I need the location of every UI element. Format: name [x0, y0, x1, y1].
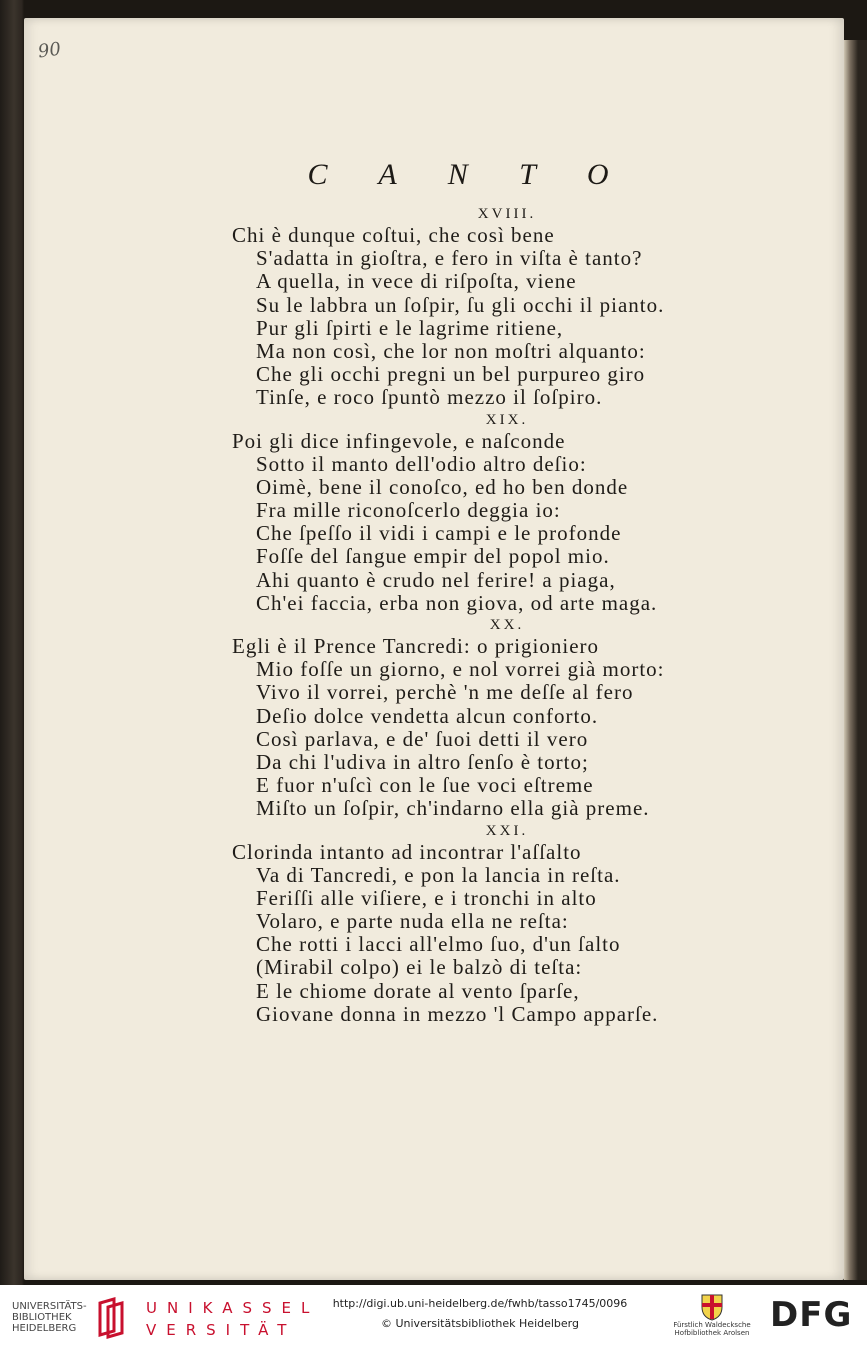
verse-line: Ahi quanto è crudo nel ferire! a piaga, [256, 567, 616, 592]
stanza-number: XIX. [485, 411, 529, 428]
verse-line: Su le labbra un ſoſpir, ſu gli occhi il pianto. [256, 292, 665, 317]
dfg-logo[interactable]: DFG [770, 1295, 853, 1335]
verse-line: Ma non così, che lor non moſtri alquanto: [256, 338, 646, 363]
verse-line: Che rotti i lacci all'elmo ſuo, d'un ſalto [256, 932, 621, 957]
permalink-url[interactable]: http://digi.ub.uni-heidelberg.de/fwhb/tasso1745/0096 [332, 1297, 628, 1310]
verse-line: Oimè, bene il conoſco, ed ho ben donde [256, 474, 629, 499]
book-page [24, 18, 844, 1280]
kassel-line1: UNIKASSEL [146, 1299, 320, 1317]
verse-line: Pur gli ſpirti e le lagrime ritiene, [256, 315, 564, 340]
handwritten-page-number: 90 [36, 38, 63, 63]
heidelberg-logo-icon[interactable] [96, 1295, 126, 1339]
verse-line: Mio foſſe un giorno, e nol vorrei già morto: [256, 657, 665, 682]
page-edge [844, 40, 867, 1280]
arolsen-logo-text[interactable] [662, 1321, 762, 1337]
verse-line: Clorinda intanto ad incontrar l'aſſalto [232, 839, 582, 864]
verse-line: Miſto un ſoſpir, ch'indarno ella già preme. [256, 796, 650, 821]
verse-line: Feriſſi alle viſiere, e i tronchi in alto [256, 885, 597, 910]
verse-line: Volaro, e parte nuda ella ne reſta: [256, 909, 569, 934]
verse-line: Giovane donna in mezzo 'l Campo apparſe. [256, 1001, 659, 1026]
copyright-text: © Universitätsbibliothek Heidelberg [380, 1317, 579, 1330]
kassel-logo[interactable] [146, 1297, 319, 1341]
coat-of-arms-icon [700, 1291, 724, 1321]
verse-line: Così parlava, e de' ſuoi detti il vero [256, 726, 589, 751]
footer-bar [0, 1285, 867, 1347]
stanza-number: XVIII. [477, 206, 537, 222]
verse-line: Tinſe, e roco ſpuntò mezzo il ſoſpiro. [256, 385, 603, 410]
kassel-line [146, 1297, 319, 1319]
verse-line: Poi gli dice infingevole, e naſconde [232, 428, 566, 453]
poem-text [232, 204, 792, 1026]
verse-line: E le chiome dorate al vento ſparſe, [256, 978, 580, 1003]
stanza-number: XX. [489, 617, 525, 633]
verse-line: Ch'ei faccia, erba non giova, od arte maga. [256, 590, 658, 615]
kassel-line2: VERSITÄT [146, 1321, 297, 1339]
verse-line: A quella, in vece di riſpoſta, viene [256, 269, 577, 294]
verse-line: Che gli occhi pregni un bel purpureo giro [256, 362, 646, 387]
arolsen-line: Fürstlich Waldecksche [673, 1321, 751, 1329]
kassel-line [146, 1319, 319, 1341]
logo-line: BIBLIOTHEK [12, 1312, 72, 1323]
logo-line: HEIDELBERG [12, 1323, 77, 1334]
verse-line: Deſio dolce vendetta alcun conforto. [256, 703, 599, 728]
logo-line: UNIVERSITÄTS- [12, 1301, 87, 1312]
canto-title: C A N T O [307, 158, 631, 191]
heidelberg-logo-text[interactable] [12, 1301, 87, 1334]
verse-line: S'adatta in gioſtra, e fero in viſta è tanto? [256, 246, 643, 271]
verse-line: Foſſe del ſangue empir del popol mio. [256, 544, 610, 569]
verse-line: E fuor n'uſcì con le ſue voci eſtreme [256, 773, 594, 798]
verse-line: Egli è il Prence Tancredi: o prigioniero [232, 634, 600, 658]
verse-line: Vivo il vorrei, perchè 'n me deſſe al fero [256, 680, 634, 705]
verse-line: Da chi l'udiva in altro ſenſo è torto; [256, 749, 589, 774]
arolsen-line: Hofbibliothek Arolsen [674, 1329, 750, 1337]
verse-line: Fra mille riconoſcerlo deggia io: [256, 498, 561, 523]
verse-line: Va di Tancredi, e pon la lancia in reſta. [256, 862, 621, 887]
stanza-number: XXI. [485, 822, 529, 839]
verse-line: Sotto il manto dell'odio altro deſio: [256, 451, 587, 476]
verse-line: Chi è dunque coſtui, che così bene [232, 223, 555, 247]
verse-line: Che ſpeſſo il vidi i campi e le profonde [256, 521, 622, 546]
verse-line: (Mirabil colpo) ei le balzò di teſta: [256, 955, 583, 980]
